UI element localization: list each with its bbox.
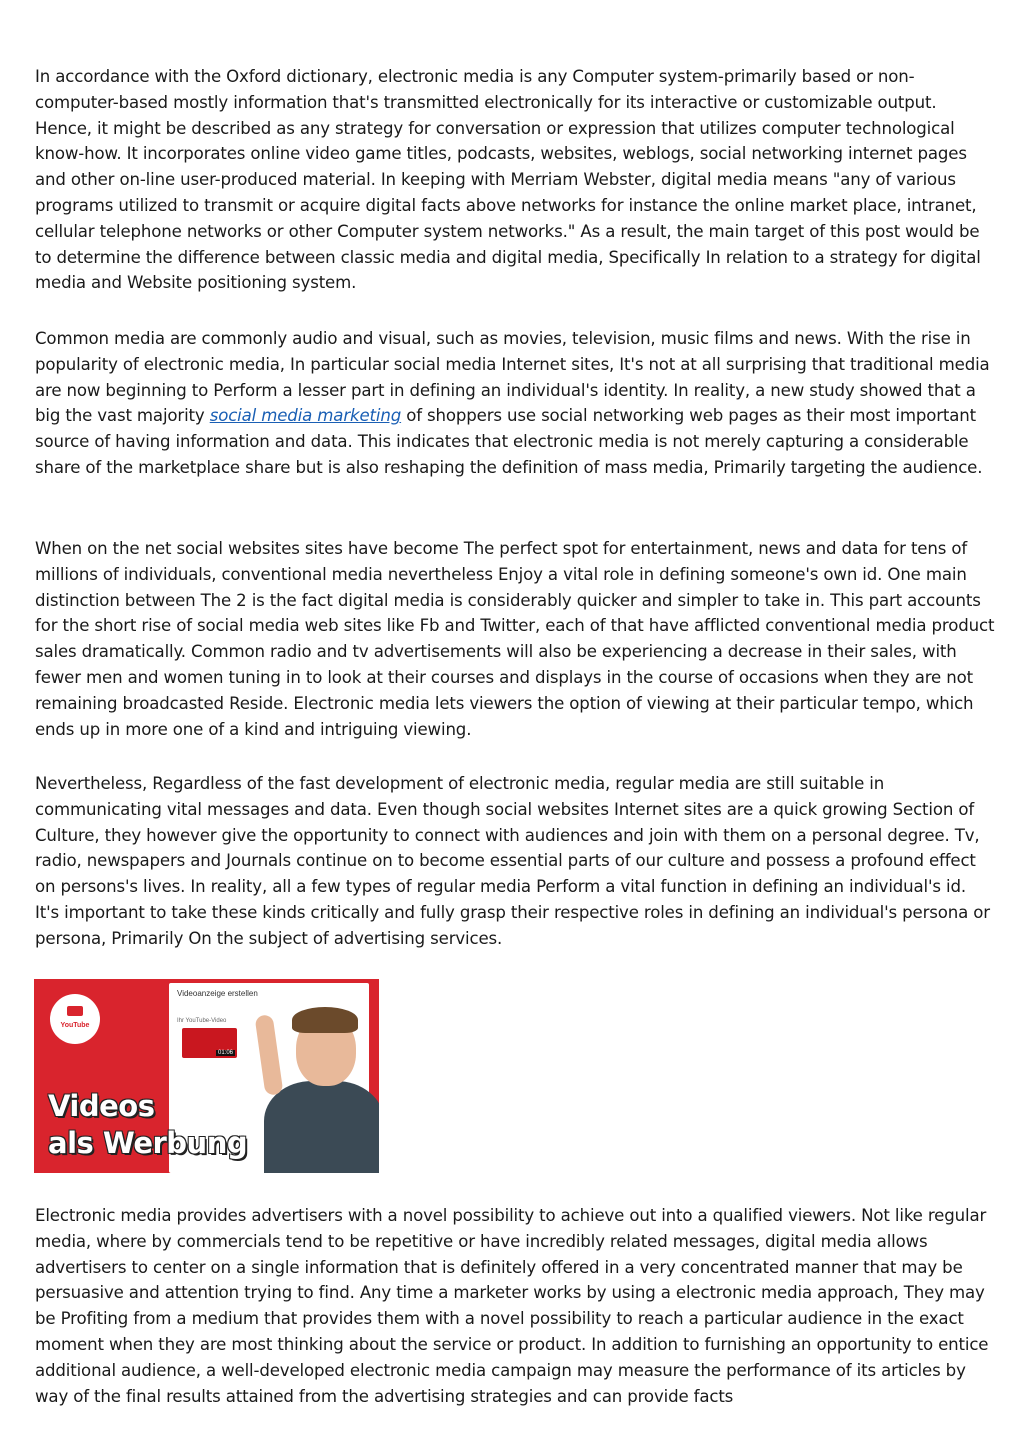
video-thumbnail-image <box>34 979 379 1173</box>
paragraph-2-text-b: of shoppers use social networking web pages as their most important source of having information and data. This indicates that electronic media is not merely capturing a considerable share of the marketplace share but is also reshaping the definition of mass media, Primarily targeting the audience. <box>35 406 983 477</box>
thumbnail-video-time: 01:06 <box>217 1050 233 1056</box>
paragraph-1: In accordance with the Oxford dictionary, electronic media is any Computer system-primarily based or non-computer-based mostly information that's transmitted electronically for its interactive or customizable output. Hence, it might be described as any strategy for conversation or expression that utilizes computer technological know-how. It incorporates online video game titles, podcasts, websites, weblogs, social networking internet pages and other on-line user-produced material. In keeping with Merriam Webster, digital media means "any of various programs utilized to transmit or acquire digital facts above networks for instance the online market place, intranet, cellular telephone networks or other Computer system networks." As a result, the main target of this post would be to determine the difference between classic media and digital media, Specifically In relation to a strategy for digital media and Website positioning system. <box>35 67 981 293</box>
thumbnail-caption-line-2: als Werbung <box>48 1126 248 1160</box>
person-hair <box>292 1007 358 1033</box>
paragraph-5: Electronic media provides advertisers with a novel possibility to achieve out into a qualified viewers. Not like regular media, where by commercials tend to be repetitive or have incredibly related messages, digital media allows advertisers to center on a single information that is definitely offered in a very concentrated manner that may be persuasive and attention trying to find. Any time a marketer works by using a electronic media approach, They may be Profiting from a medium that provides them with a novel possibility to reach a particular audience in the exact moment when they are most thinking about the service or product. In addition to furnishing an opportunity to entice additional audience, a well-developed electronic media campaign may measure the performance of its articles by way of the final results attained from the advertising strategies and can provide facts <box>35 1206 989 1406</box>
paragraph-2 <box>35 326 995 481</box>
graduation-cap-logo-icon <box>50 994 100 1044</box>
logo-text: YouTube <box>60 1022 90 1029</box>
person-body <box>264 1081 379 1173</box>
paragraph-3: When on the net social websites sites have become The perfect spot for entertainment, news and data for tens of millions of individuals, conventional media nevertheless Enjoy a vital role in defining someone's own id. One main distinction between The 2 is the fact digital media is considerably quicker and simpler to take in. This part accounts for the short rise of social media web sites like Fb and Twitter, each of that have afflicted conventional media product sales dramatically. Common radio and tv advertisements will also be experiencing a decrease in their sales, with fewer men and women tuning in to look at their courses and displays in the course of occasions when they are not remaining broadcasted Reside. Electronic media lets viewers the option of viewing at their particular tempo, which ends up in more one of a kind and intriguing viewing. <box>35 539 995 739</box>
thumbnail-video-preview <box>182 1028 237 1058</box>
thumbnail-panel-subtitle: Ihr YouTube-Video <box>177 1018 227 1024</box>
paragraph-2-text-a: Common media are commonly audio and visual, such as movies, television, music films and news. With the rise in popularity of electronic media, In particular social media Internet sites, It's not at all surprising that traditional media are now beginning to Perform a lesser part in defining an individual's identity. In reality, a new study showed that a big the vast majority <box>35 329 990 426</box>
paragraph-4: Nevertheless, Regardless of the fast development of electronic media, regular media are still suitable in communicating vital messages and data. Even though social websites Internet sites are a quick growing Section of Culture, they however give the opportunity to connect with audiences and join with them on a personal degree. Tv, radio, newspapers and Journals continue on to become essential parts of our culture and possess a profound effect on persons's lives. In reality, all a few types of regular media Perform a vital function in defining an individual's id. It's important to take these kinds critically and fully grasp their respective roles in defining an individual's persona or persona, Primarily On the subject of advertising services. <box>35 774 990 948</box>
social-media-marketing-link[interactable]: social media marketing <box>209 406 402 426</box>
thumbnail-caption-line-1: Videos <box>48 1089 155 1123</box>
graduation-cap-icon <box>67 1006 83 1016</box>
thumbnail-panel-title: Videoanzeige erstellen <box>177 989 258 998</box>
